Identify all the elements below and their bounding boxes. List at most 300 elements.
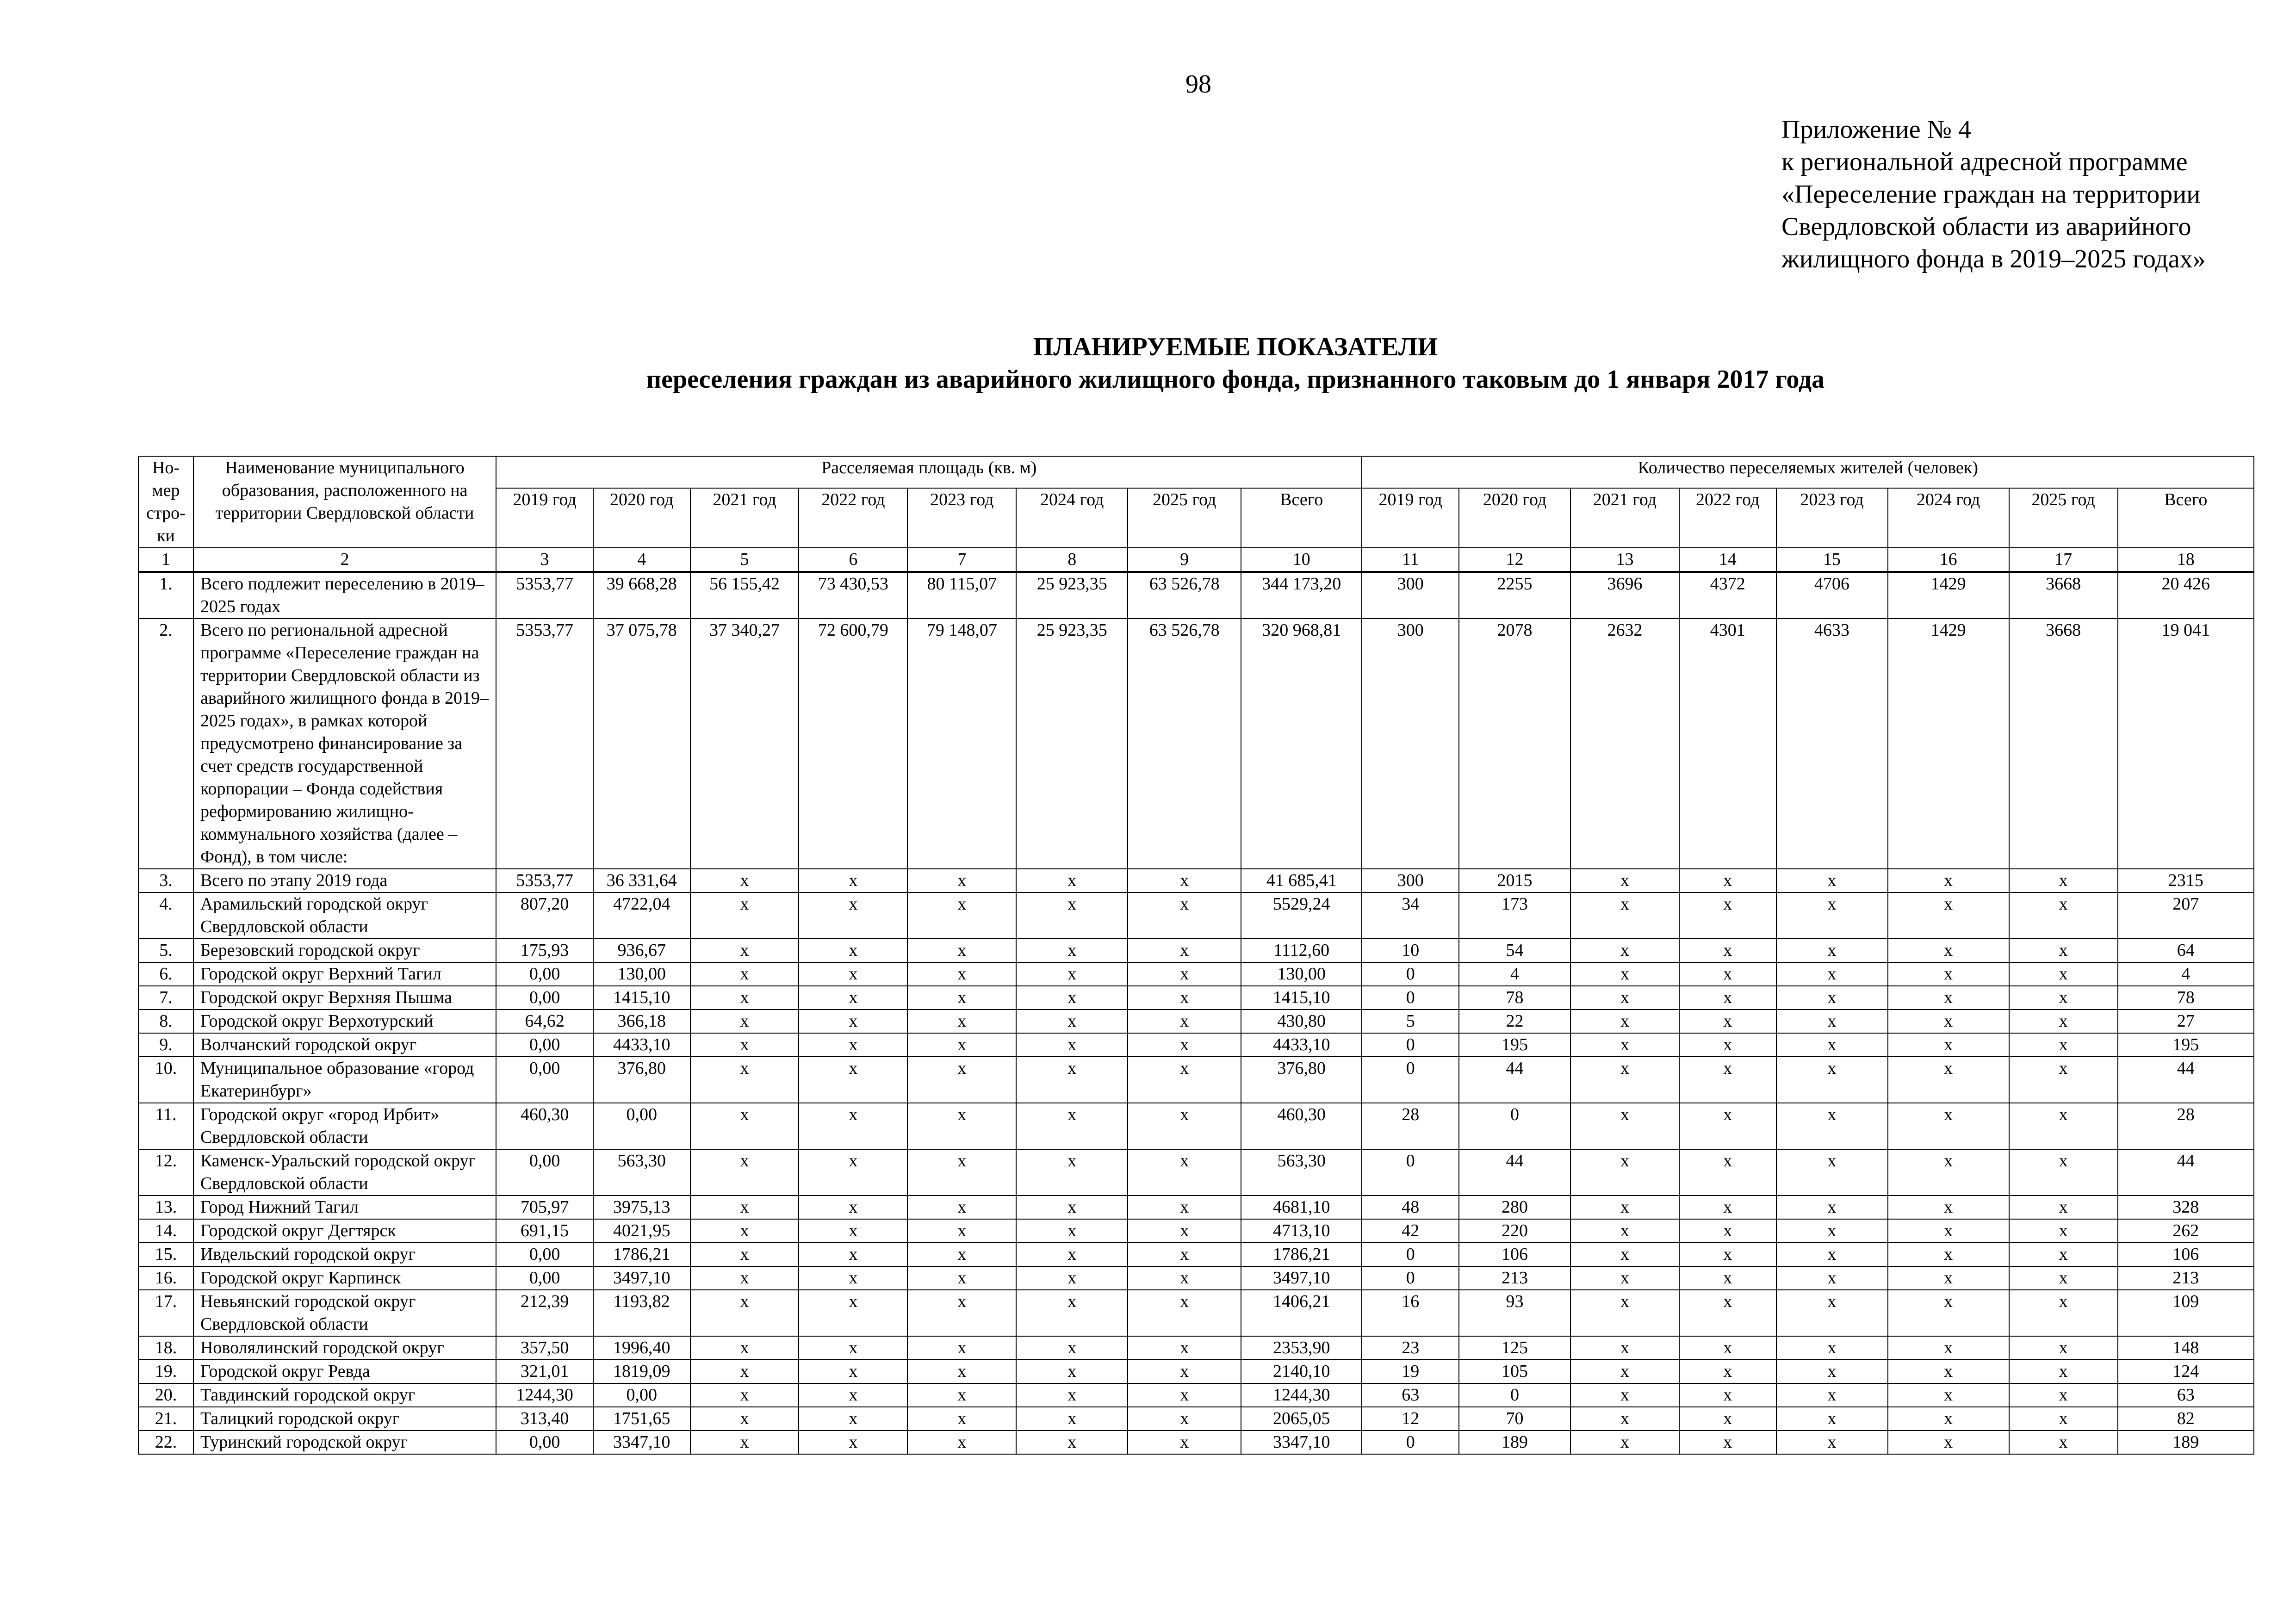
- table-cell: x: [1128, 1266, 1241, 1290]
- row-number: 9.: [138, 1033, 193, 1057]
- table-row: [138, 1360, 2254, 1383]
- table-cell: x: [1128, 986, 1241, 1010]
- table-row: [138, 1336, 2254, 1360]
- municipality-name: Город Нижний Тагил: [193, 1196, 496, 1219]
- header-area-year: 2023 год: [907, 488, 1016, 548]
- municipality-name: Городской округ Верхняя Пышма: [193, 986, 496, 1010]
- table-cell: x: [2009, 1266, 2118, 1290]
- table-cell: 124: [2118, 1360, 2254, 1383]
- table-cell: 807,20: [496, 892, 593, 939]
- header-area-year: 2019 год: [496, 488, 593, 548]
- table-cell: 72 600,79: [799, 619, 907, 869]
- table-body: [138, 548, 2254, 1454]
- table-cell: x: [1679, 1010, 1776, 1033]
- table-cell: 5: [1362, 1010, 1459, 1033]
- table-cell: 44: [2118, 1149, 2254, 1196]
- table-cell: x: [799, 892, 907, 939]
- table-cell: x: [799, 1431, 907, 1454]
- table-row: [138, 962, 2254, 986]
- table-cell: 37 340,27: [690, 619, 799, 869]
- table-cell: 22: [1459, 1010, 1570, 1033]
- table-cell: 82: [2118, 1407, 2254, 1431]
- table-cell: x: [799, 962, 907, 986]
- municipality-name: Городской округ Ревда: [193, 1360, 496, 1383]
- table-cell: 1406,21: [1241, 1290, 1362, 1336]
- table-cell: 357,50: [496, 1336, 593, 1360]
- column-number: 5: [690, 548, 799, 572]
- table-cell: 3497,10: [1241, 1266, 1362, 1290]
- table-cell: x: [1679, 1103, 1776, 1149]
- table-cell: 25 923,35: [1016, 572, 1128, 619]
- municipality-name: Березовский городской округ: [193, 939, 496, 962]
- table-cell: 0,00: [496, 1431, 593, 1454]
- table-row: [138, 1149, 2254, 1196]
- table-cell: x: [1776, 1383, 1888, 1407]
- table-row: [138, 1243, 2254, 1266]
- table-cell: x: [1679, 1407, 1776, 1431]
- table-cell: 175,93: [496, 939, 593, 962]
- table-cell: x: [690, 939, 799, 962]
- appendix-line: «Переселение граждан на территории: [1781, 180, 2201, 209]
- table-cell: x: [1679, 1057, 1776, 1103]
- document-title: [0, 331, 2296, 396]
- table-cell: 2065,05: [1241, 1407, 1362, 1431]
- table-cell: 16: [1362, 1290, 1459, 1336]
- table-cell: x: [1016, 869, 1128, 892]
- table-cell: x: [1570, 1243, 1679, 1266]
- table-cell: 56 155,42: [690, 572, 799, 619]
- table-cell: x: [1016, 1290, 1128, 1336]
- column-number: 7: [907, 548, 1016, 572]
- table-cell: x: [799, 1057, 907, 1103]
- table-cell: x: [2009, 1407, 2118, 1431]
- row-number: 18.: [138, 1336, 193, 1360]
- table-cell: x: [1776, 939, 1888, 962]
- table-cell: 1996,40: [593, 1336, 690, 1360]
- table-cell: 63 526,78: [1128, 572, 1241, 619]
- table-cell: 0,00: [496, 1266, 593, 1290]
- table-cell: x: [1679, 1290, 1776, 1336]
- table-cell: 1751,65: [593, 1407, 690, 1431]
- table-cell: 1415,10: [593, 986, 690, 1010]
- table-cell: x: [1679, 869, 1776, 892]
- table-row: [138, 939, 2254, 962]
- title-sub: переселения граждан из аварийного жилищного фонда, признанного таковым до 1 января 2017 года: [646, 365, 1825, 394]
- table-cell: x: [1570, 1196, 1679, 1219]
- municipality-name: Волчанский городской округ: [193, 1033, 496, 1057]
- table-cell: 44: [1459, 1149, 1570, 1196]
- table-row: [138, 1219, 2254, 1243]
- table-cell: 19: [1362, 1360, 1459, 1383]
- table-cell: x: [907, 1290, 1016, 1336]
- table-cell: x: [1570, 1383, 1679, 1407]
- table-cell: x: [690, 1219, 799, 1243]
- table-cell: x: [2009, 1243, 2118, 1266]
- municipality-name: Муниципальное образование «город Екатеринбург»: [193, 1057, 496, 1103]
- table-cell: x: [1888, 1149, 2009, 1196]
- table-cell: 125: [1459, 1336, 1570, 1360]
- table-cell: 460,30: [496, 1103, 593, 1149]
- table-cell: 207: [2118, 892, 2254, 939]
- table-cell: 34: [1362, 892, 1459, 939]
- table-cell: x: [1570, 1057, 1679, 1103]
- table-cell: 936,67: [593, 939, 690, 962]
- table-cell: 28: [1362, 1103, 1459, 1149]
- table-row: [138, 1266, 2254, 1290]
- table-cell: 4433,10: [1241, 1033, 1362, 1057]
- column-number: 4: [593, 548, 690, 572]
- table-cell: x: [1888, 1383, 2009, 1407]
- row-number: 5.: [138, 939, 193, 962]
- table-cell: x: [1679, 939, 1776, 962]
- table-cell: x: [1570, 1219, 1679, 1243]
- table-cell: 262: [2118, 1219, 2254, 1243]
- table-cell: x: [799, 1103, 907, 1149]
- table-row: [138, 1407, 2254, 1431]
- table-cell: x: [1016, 1336, 1128, 1360]
- table-cell: 0,00: [496, 1033, 593, 1057]
- table-cell: 1244,30: [1241, 1383, 1362, 1407]
- table-cell: x: [907, 1266, 1016, 1290]
- table-cell: 1415,10: [1241, 986, 1362, 1010]
- table-cell: x: [1888, 1336, 2009, 1360]
- table-cell: 3668: [2009, 619, 2118, 869]
- municipality-name: Ивдельский городской округ: [193, 1243, 496, 1266]
- header-residents-total: Всего: [2118, 488, 2254, 548]
- table-cell: x: [1888, 1057, 2009, 1103]
- table-cell: 130,00: [1241, 962, 1362, 986]
- table-cell: x: [1776, 1149, 1888, 1196]
- table-cell: 80 115,07: [907, 572, 1016, 619]
- table-cell: x: [1776, 1360, 1888, 1383]
- table-cell: 23: [1362, 1336, 1459, 1360]
- table-cell: x: [907, 1360, 1016, 1383]
- header-area-year: 2022 год: [799, 488, 907, 548]
- page-number: 98: [1185, 70, 1211, 99]
- table-cell: x: [1570, 1407, 1679, 1431]
- table-cell: x: [1888, 1360, 2009, 1383]
- column-number: 15: [1776, 548, 1888, 572]
- table-cell: x: [799, 869, 907, 892]
- table-cell: x: [1128, 962, 1241, 986]
- table-cell: x: [2009, 1219, 2118, 1243]
- table-row: [138, 1033, 2254, 1057]
- row-number: 3.: [138, 869, 193, 892]
- table-cell: 1244,30: [496, 1383, 593, 1407]
- table-cell: x: [1679, 1219, 1776, 1243]
- table-cell: x: [690, 1103, 799, 1149]
- table-cell: x: [1570, 1336, 1679, 1360]
- table-cell: x: [1570, 1010, 1679, 1033]
- table-cell: 212,39: [496, 1290, 593, 1336]
- table-cell: x: [799, 1407, 907, 1431]
- table-cell: 4433,10: [593, 1033, 690, 1057]
- table-cell: 3347,10: [593, 1431, 690, 1454]
- header-residents-year: 2021 год: [1570, 488, 1679, 548]
- table-cell: x: [1570, 1360, 1679, 1383]
- column-number: 1: [138, 548, 193, 572]
- table-cell: 0,00: [593, 1103, 690, 1149]
- table-cell: x: [1776, 1336, 1888, 1360]
- table-cell: x: [907, 1103, 1016, 1149]
- table-cell: 3347,10: [1241, 1431, 1362, 1454]
- table-cell: x: [1776, 1407, 1888, 1431]
- table-cell: x: [1679, 1033, 1776, 1057]
- table-cell: x: [1570, 892, 1679, 939]
- table-cell: x: [1679, 1360, 1776, 1383]
- row-number: 15.: [138, 1243, 193, 1266]
- table-cell: x: [690, 1196, 799, 1219]
- table-cell: 0: [1362, 1243, 1459, 1266]
- table-cell: 28: [2118, 1103, 2254, 1149]
- table-cell: 320 968,81: [1241, 619, 1362, 869]
- table-cell: x: [690, 962, 799, 986]
- column-number: 11: [1362, 548, 1459, 572]
- row-number: 14.: [138, 1219, 193, 1243]
- row-number: 19.: [138, 1360, 193, 1383]
- table-cell: x: [1776, 986, 1888, 1010]
- table-cell: 0,00: [496, 1057, 593, 1103]
- table-cell: x: [1128, 869, 1241, 892]
- table-cell: x: [907, 1033, 1016, 1057]
- row-number: 17.: [138, 1290, 193, 1336]
- table-cell: x: [907, 1431, 1016, 1454]
- table-cell: 5353,77: [496, 572, 593, 619]
- indicators-table: [138, 456, 2254, 1455]
- table-row: [138, 986, 2254, 1010]
- municipality-name: Всего подлежит переселению в 2019–2025 годах: [193, 572, 496, 619]
- table-cell: x: [1128, 1336, 1241, 1360]
- table-cell: 1786,21: [1241, 1243, 1362, 1266]
- table-row: [138, 1103, 2254, 1149]
- table-cell: 27: [2118, 1010, 2254, 1033]
- table-cell: x: [907, 1383, 1016, 1407]
- table-cell: 93: [1459, 1290, 1570, 1336]
- table-cell: 313,40: [496, 1407, 593, 1431]
- table-cell: 64: [2118, 939, 2254, 962]
- row-number: 2.: [138, 619, 193, 869]
- table-cell: x: [1679, 1383, 1776, 1407]
- municipality-name: Невьянский городской округ Свердловской области: [193, 1290, 496, 1336]
- table-cell: x: [1679, 1196, 1776, 1219]
- table-cell: x: [907, 1219, 1016, 1243]
- column-numbers-row: [138, 548, 2254, 572]
- column-number: 12: [1459, 548, 1570, 572]
- table-cell: x: [2009, 1103, 2118, 1149]
- table-cell: 220: [1459, 1219, 1570, 1243]
- table-cell: x: [907, 1057, 1016, 1103]
- column-number: 16: [1888, 548, 2009, 572]
- table-cell: x: [907, 1336, 1016, 1360]
- table-cell: x: [907, 1196, 1016, 1219]
- table-cell: 0: [1362, 986, 1459, 1010]
- table-cell: 430,80: [1241, 1010, 1362, 1033]
- table-cell: 4706: [1776, 572, 1888, 619]
- table-cell: x: [1570, 986, 1679, 1010]
- table-cell: 1112,60: [1241, 939, 1362, 962]
- table-cell: 63: [2118, 1383, 2254, 1407]
- header-residents-year: 2020 год: [1459, 488, 1570, 548]
- table-cell: 12: [1362, 1407, 1459, 1431]
- table-cell: x: [1016, 1033, 1128, 1057]
- table-cell: x: [1776, 869, 1888, 892]
- table-cell: 4372: [1679, 572, 1776, 619]
- table-cell: x: [799, 1383, 907, 1407]
- table-cell: 2140,10: [1241, 1360, 1362, 1383]
- table-cell: 563,30: [593, 1149, 690, 1196]
- title-main: ПЛАНИРУЕМЫЕ ПОКАЗАТЕЛИ: [1033, 333, 1438, 361]
- row-number: 1.: [138, 572, 193, 619]
- table-cell: 48: [1362, 1196, 1459, 1219]
- appendix-line: Приложение № 4: [1781, 115, 1971, 144]
- table-cell: x: [2009, 962, 2118, 986]
- table-cell: 5353,77: [496, 619, 593, 869]
- table-cell: x: [2009, 1336, 2118, 1360]
- table-cell: 36 331,64: [593, 869, 690, 892]
- column-number: 18: [2118, 548, 2254, 572]
- column-number: 6: [799, 548, 907, 572]
- table-cell: x: [1776, 1010, 1888, 1033]
- table-cell: x: [2009, 1431, 2118, 1454]
- table-cell: 25 923,35: [1016, 619, 1128, 869]
- table-cell: 691,15: [496, 1219, 593, 1243]
- table-cell: x: [1128, 1431, 1241, 1454]
- table-cell: x: [907, 986, 1016, 1010]
- table-cell: 0,00: [496, 1243, 593, 1266]
- table-cell: x: [1570, 1290, 1679, 1336]
- table-cell: x: [690, 892, 799, 939]
- table-cell: x: [2009, 1033, 2118, 1057]
- table-cell: x: [1776, 1431, 1888, 1454]
- header-area-year: 2024 год: [1016, 488, 1128, 548]
- table-cell: x: [2009, 869, 2118, 892]
- table-cell: x: [1776, 1266, 1888, 1290]
- header-area-total: Всего: [1241, 488, 1362, 548]
- column-number: 8: [1016, 548, 1128, 572]
- table-cell: x: [1776, 892, 1888, 939]
- table-row: [138, 1196, 2254, 1219]
- table-cell: 41 685,41: [1241, 869, 1362, 892]
- table-cell: x: [1570, 869, 1679, 892]
- header-municipality: Наименование муниципального образования, расположенного на территории Свердловской области: [193, 456, 496, 548]
- table-cell: 1429: [1888, 619, 2009, 869]
- municipality-name: Городской округ Карпинск: [193, 1266, 496, 1290]
- municipality-name: Городской округ Дегтярск: [193, 1219, 496, 1243]
- municipality-name: Городской округ Верхотурский: [193, 1010, 496, 1033]
- table-cell: x: [1128, 939, 1241, 962]
- table-cell: x: [907, 892, 1016, 939]
- table-cell: 1786,21: [593, 1243, 690, 1266]
- table-cell: x: [1570, 1103, 1679, 1149]
- table-cell: 106: [2118, 1243, 2254, 1266]
- table-cell: x: [1128, 1360, 1241, 1383]
- table-cell: x: [1016, 892, 1128, 939]
- table-cell: x: [1679, 1431, 1776, 1454]
- table-cell: x: [1016, 1407, 1128, 1431]
- table-cell: 705,97: [496, 1196, 593, 1219]
- header-area-year: 2021 год: [690, 488, 799, 548]
- table-cell: x: [2009, 1057, 2118, 1103]
- table-cell: x: [1888, 962, 2009, 986]
- table-cell: x: [799, 1196, 907, 1219]
- table-cell: x: [1016, 1010, 1128, 1033]
- table-cell: 106: [1459, 1243, 1570, 1266]
- table-cell: 213: [1459, 1266, 1570, 1290]
- table-cell: 2632: [1570, 619, 1679, 869]
- table-cell: x: [2009, 1149, 2118, 1196]
- table-cell: 4633: [1776, 619, 1888, 869]
- table-cell: x: [799, 1033, 907, 1057]
- table-cell: x: [799, 986, 907, 1010]
- row-number: 12.: [138, 1149, 193, 1196]
- header-residents-year: 2023 год: [1776, 488, 1888, 548]
- table-cell: x: [1570, 1431, 1679, 1454]
- table-cell: 0: [1362, 1149, 1459, 1196]
- table-cell: 37 075,78: [593, 619, 690, 869]
- table-cell: x: [907, 1407, 1016, 1431]
- table-row: [138, 1431, 2254, 1454]
- table-cell: x: [690, 1033, 799, 1057]
- table-cell: x: [1679, 1243, 1776, 1266]
- table-cell: x: [1016, 1266, 1128, 1290]
- row-number: 16.: [138, 1266, 193, 1290]
- appendix-line: Свердловской области из аварийного: [1781, 212, 2191, 241]
- table-cell: x: [1128, 1243, 1241, 1266]
- table-cell: x: [1776, 1196, 1888, 1219]
- row-number: 10.: [138, 1057, 193, 1103]
- table-cell: 44: [1459, 1057, 1570, 1103]
- header-residents-year: 2025 год: [2009, 488, 2118, 548]
- header-residents-year: 2024 год: [1888, 488, 2009, 548]
- table-cell: x: [1570, 939, 1679, 962]
- table-cell: x: [1016, 1057, 1128, 1103]
- table-cell: x: [1679, 1266, 1776, 1290]
- table-cell: x: [690, 869, 799, 892]
- row-number: 6.: [138, 962, 193, 986]
- table-cell: 64,62: [496, 1010, 593, 1033]
- table-cell: x: [1679, 892, 1776, 939]
- table-cell: x: [690, 1407, 799, 1431]
- table-cell: x: [1016, 939, 1128, 962]
- table-cell: x: [690, 986, 799, 1010]
- header-area-group: Расселяемая площадь (кв. м): [496, 456, 1362, 488]
- table-cell: 1429: [1888, 572, 2009, 619]
- table-cell: x: [907, 1149, 1016, 1196]
- table-cell: 42: [1362, 1219, 1459, 1243]
- table-cell: x: [1888, 1243, 2009, 1266]
- table-cell: x: [690, 1010, 799, 1033]
- table-cell: x: [799, 1219, 907, 1243]
- table-cell: x: [1016, 962, 1128, 986]
- header-residents-year: 2019 год: [1362, 488, 1459, 548]
- table-cell: x: [1128, 1383, 1241, 1407]
- table-cell: 148: [2118, 1336, 2254, 1360]
- table-cell: 5529,24: [1241, 892, 1362, 939]
- table-row: [138, 572, 2254, 619]
- table-cell: 39 668,28: [593, 572, 690, 619]
- row-number: 13.: [138, 1196, 193, 1219]
- table-cell: x: [1888, 1431, 2009, 1454]
- row-number: 20.: [138, 1383, 193, 1407]
- column-number: 14: [1679, 548, 1776, 572]
- table-cell: 0,00: [496, 1149, 593, 1196]
- table-cell: 2353,90: [1241, 1336, 1362, 1360]
- appendix-line: жилищного фонда в 2019–2025 годах»: [1781, 245, 2206, 273]
- column-number: 10: [1241, 548, 1362, 572]
- table-row: [138, 1010, 2254, 1033]
- table-cell: 4: [2118, 962, 2254, 986]
- table-cell: 280: [1459, 1196, 1570, 1219]
